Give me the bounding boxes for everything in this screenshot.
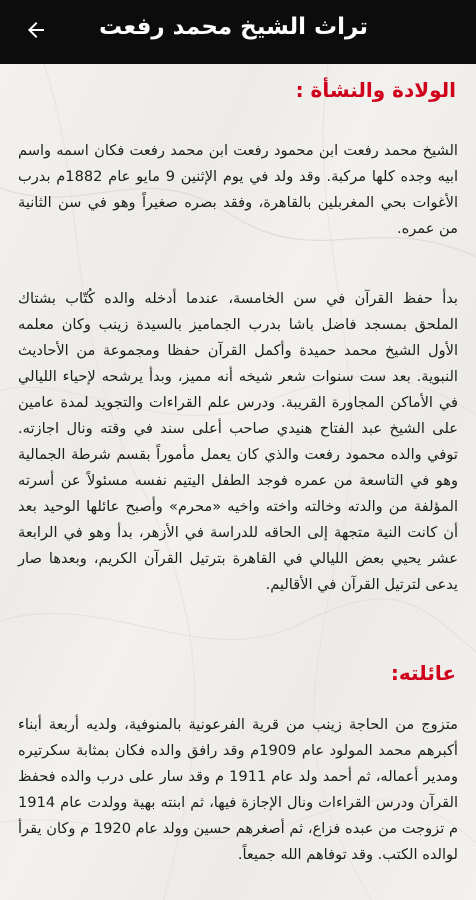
section-title-birth: الولادة والنشأة : xyxy=(295,78,456,102)
section-title-family: عائلته: xyxy=(390,661,456,685)
paragraph-text: متزوج من الحاجة زينب من قرية الفرعونية بالمنوفية، ولديه أربعة أبناء أكبرهم محمد المولود عام 1909م وقد رافق والده فكان بمثابة سكرتيره ومدير أعماله، ثم أحمد ولد عام 1911 م وقد سار على درب والده فحفظ القرآن ودرس القراءات ونال الإجازة فيها، ثم ابنته بهية وولدت عام 1914 م تزوجت من عبده فزاع، ثم أصغرهم حسين وولد عام 1920 م وكان يقرأ لوالده الكتب. وقد توفاهم الله جميعاً. xyxy=(18,716,458,863)
paragraph-text: الشيخ محمد رفعت ابن محمود رفعت ابن محمد رفعت فكان اسمه واسم ابيه وجده كلها مركبة. وقد ولد في يوم الإثنين 9 مايو عام 1882م بدرب الأغوات بحي المغربلين بالقاهرة، وفقد بصره صغيراً وهو في سن الثانية من عمره. xyxy=(18,142,459,237)
paragraph-text: بدأ حفظ القرآن في سن الخامسة، عندما أدخله والده كُتّاب بشتاك الملحق بمسجد فاضل باشا بدرب الجماميز بالسيدة زينب وكان معلمه الأول الشيخ محمد حميدة وأكمل القرآن حفظا ومجموعة من الأحاديث النبوية. بعد ست سنوات شعر شيخه أنه مميز، وبدأ يرشحه لإحياء الليالي في الأماكن المجاورة القريبة. ودرس علم القراءات والتجويد لمدة عامين على الشيخ عبد الفتاح هنيدي صاحب أعلى سند في وقته ونال اجازته. توفي والده محمود رفعت والذي كان يعمل مأموراً بقسم شرطة الجمالية وهو في التاسعة من عمره فوجد الطفل اليتيم نفسه مسئولاً عن أسرته المؤلفة من والدته وخالته واخته واخيه «محرم» وأصبح عائلها الوحيد بعد أن كانت النية متجهة إلى الحاقه للدراسة في الأزهر، بدأ وهو في الرابعة عشر يحيي بعض الليالي في القاهرة بترتيل القرآن الكريم، وبعدها صار يدعى لترتيل القرآن في الأقاليم. xyxy=(18,290,458,593)
app-bar xyxy=(0,0,476,64)
article-scroll-view[interactable] xyxy=(0,64,476,900)
paragraph-family xyxy=(18,712,458,868)
arrow-left-icon[interactable] xyxy=(24,18,48,46)
paragraph-birth xyxy=(18,138,458,242)
back-button[interactable] xyxy=(18,14,54,50)
page-title: تراث الشيخ محمد رفعت xyxy=(98,14,368,40)
paragraph-childhood xyxy=(18,286,458,598)
